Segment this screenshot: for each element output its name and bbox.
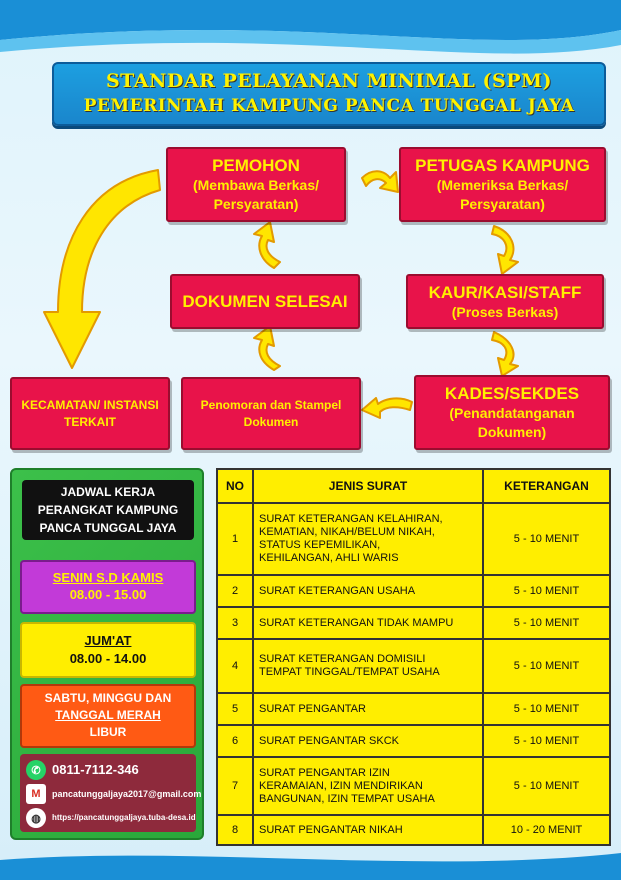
row-ket: 5 - 10 MENIT	[483, 575, 610, 607]
row-jenis-line: KEHILANGAN, AHLI WARIS	[259, 552, 399, 564]
contact-phone: 0811-7112-346	[52, 762, 139, 777]
schedule-heading-line2: PERANGKAT KAMPUNG	[37, 503, 179, 517]
header-keterangan: KETERANGAN	[483, 469, 610, 503]
row-no: 3	[217, 607, 253, 639]
whatsapp-icon: ✆	[26, 760, 46, 780]
bottom-wave-decoration	[0, 845, 621, 880]
kaur-line1: (Proses Berkas)	[451, 303, 559, 320]
service-table	[216, 468, 611, 846]
kecamatan-line1: KECAMATAN/ INSTANSI	[21, 397, 159, 412]
row-no: 7	[217, 757, 253, 815]
table-header-row	[217, 469, 610, 503]
row-jenis	[253, 757, 483, 815]
schedule-heading-line1: JADWAL KERJA	[60, 485, 156, 499]
row-ket: 5 - 10 MENIT	[483, 725, 610, 757]
page-subtitle: PEMERINTAH KAMPUNG PANCA TUNGGAL JAYA	[83, 96, 575, 116]
arrow-to-kecamatan-icon	[44, 170, 160, 368]
globe-icon: ◍	[26, 808, 46, 828]
holiday-label1: SABTU, MINGGU DAN	[44, 691, 172, 705]
row-jenis	[253, 815, 483, 845]
schedule-panel	[10, 468, 204, 840]
row-jenis-line: SURAT KETERANGAN USAHA	[259, 584, 416, 597]
schedule-friday	[20, 622, 196, 678]
holiday-time: LIBUR	[89, 725, 127, 739]
row-jenis-line: SURAT PENGANTAR NIKAH	[259, 823, 403, 836]
arrow-pemohon-petugas-icon	[362, 171, 398, 192]
row-jenis-line: BANGUNAN, IZIN TEMPAT USAHA	[259, 792, 435, 805]
row-jenis-line: SURAT PENGANTAR SKCK	[259, 734, 399, 747]
penomoran-line1: Penomoran dan Stampel	[200, 397, 342, 412]
pemohon-line2: Persyaratan)	[213, 196, 299, 212]
row-jenis-line: TEMPAT TINGGAL/TEMPAT USAHA	[259, 666, 440, 678]
flow-box-dokumen-selesai	[170, 274, 360, 329]
flow-box-pemohon	[166, 147, 346, 222]
row-jenis	[253, 575, 483, 607]
arrow-petugas-kaur-icon	[492, 226, 518, 274]
kades-line1: (Penandatanganan	[449, 405, 575, 421]
row-jenis	[253, 503, 483, 575]
table-row	[217, 575, 610, 607]
schedule-holiday	[20, 684, 196, 748]
petugas-line1: (Memeriksa Berkas/	[436, 177, 569, 193]
row-ket: 10 - 20 MENIT	[483, 815, 610, 845]
table-row	[217, 815, 610, 845]
row-jenis	[253, 607, 483, 639]
row-no: 2	[217, 575, 253, 607]
arrow-kaur-kades-icon	[492, 332, 518, 376]
penomoran-line2: Dokumen	[243, 414, 299, 429]
row-jenis-line: SURAT KETERANGAN KELAHIRAN,	[259, 513, 443, 525]
flow-box-petugas	[399, 147, 606, 222]
table-row	[217, 503, 610, 575]
flow-box-kecamatan	[10, 377, 170, 450]
row-jenis-line: SURAT KETERANGAN TIDAK MAMPU	[259, 616, 454, 629]
flow-box-penomoran	[181, 377, 361, 450]
petugas-line2: Persyaratan)	[460, 196, 545, 212]
row-jenis	[253, 725, 483, 757]
row-jenis	[253, 639, 483, 693]
table-row	[217, 607, 610, 639]
row-jenis-line: STATUS KEPEMILIKAN,	[259, 539, 381, 551]
weekday-time: 08.00 - 15.00	[69, 587, 147, 602]
arrow-penomoran-selesai-icon	[254, 326, 280, 370]
petugas-title: PETUGAS KAMPUNG	[415, 156, 590, 175]
selesai-title: DOKUMEN SELESAI	[182, 292, 348, 311]
row-jenis-line: KERAMAIAN, IZIN MENDIRIKAN	[259, 779, 423, 792]
flow-box-kaur	[406, 274, 604, 329]
kaur-title: KAUR/KASI/STAFF	[428, 282, 582, 302]
row-ket: 5 - 10 MENIT	[483, 607, 610, 639]
friday-label: JUM'AT	[84, 633, 132, 648]
table-row	[217, 725, 610, 757]
contact-box	[20, 754, 202, 832]
table-row	[217, 639, 610, 693]
row-jenis-line: KEMATIAN, NIKAH/BELUM NIKAH,	[259, 526, 435, 538]
gmail-icon: M	[26, 784, 46, 804]
table-row	[217, 757, 610, 815]
row-jenis-line: SURAT KETERANGAN DOMISILI	[259, 653, 426, 665]
row-ket: 5 - 10 MENIT	[483, 693, 610, 725]
pemohon-line1: (Membawa Berkas/	[192, 177, 320, 193]
row-jenis-line: SURAT PENGANTAR IZIN	[259, 766, 390, 779]
row-ket: 5 - 10 MENIT	[483, 639, 610, 693]
contact-web[interactable]: https://pancatunggaljaya.tuba-desa.id	[52, 813, 196, 822]
row-no: 8	[217, 815, 253, 845]
kecamatan-line2: TERKAIT	[64, 414, 116, 429]
weekday-label: SENIN S.D KAMIS	[52, 570, 164, 585]
table-row	[217, 693, 610, 725]
schedule-weekday	[20, 560, 196, 614]
row-jenis-line: SURAT PENGANTAR	[259, 702, 366, 715]
schedule-heading	[22, 480, 194, 540]
row-jenis	[253, 693, 483, 725]
arrow-selesai-pemohon-icon	[254, 222, 280, 268]
row-no: 6	[217, 725, 253, 757]
arrow-kades-penomoran-icon	[362, 398, 412, 418]
kades-line2: Dokumen)	[477, 424, 547, 440]
page-title: STANDAR PELAYANAN MINIMAL (SPM)	[105, 70, 553, 92]
kades-title: KADES/SEKDES	[444, 384, 580, 403]
schedule-heading-line3: PANCA TUNGGAL JAYA	[39, 521, 177, 535]
pemohon-title: PEMOHON	[212, 156, 300, 175]
row-no: 5	[217, 693, 253, 725]
row-no: 4	[217, 639, 253, 693]
row-ket: 5 - 10 MENIT	[483, 503, 610, 575]
header-jenis-surat: JENIS SURAT	[253, 469, 483, 503]
holiday-label2: TANGGAL MERAH	[55, 708, 161, 722]
header-no: NO	[217, 469, 253, 503]
row-no: 1	[217, 503, 253, 575]
friday-time: 08.00 - 14.00	[69, 651, 147, 666]
contact-email[interactable]: pancatunggaljaya2017@gmail.com	[52, 789, 202, 799]
flow-box-kades	[414, 375, 610, 450]
row-ket: 5 - 10 MENIT	[483, 757, 610, 815]
